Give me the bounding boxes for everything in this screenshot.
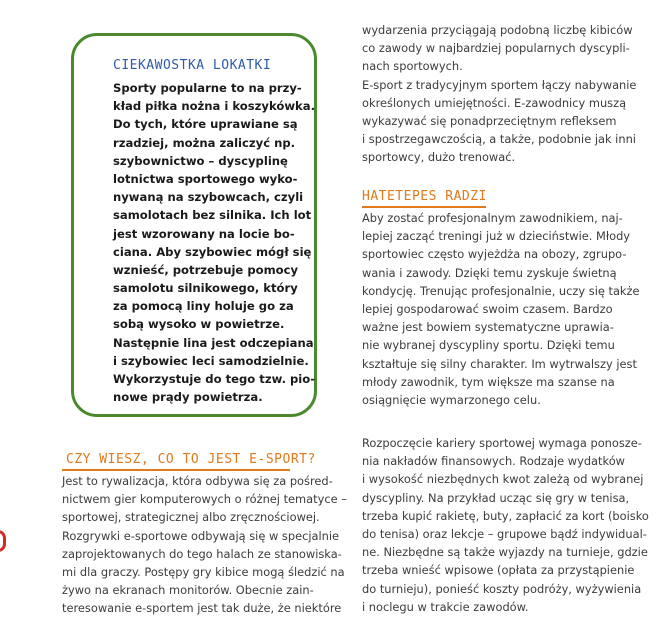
text-line: kondycję. Trenując profesjonalnie, uczy się także [362,283,640,298]
advice-heading-underline [362,206,486,208]
text-line: ne. Niezbędne są także wyjazdy na turnieje, gdzie [362,545,648,560]
text-line: sportowcy, dużo trenować. [362,150,516,165]
text-line: i noclegu w trakcie zawodów. [362,599,529,614]
text-line: młody zawodnik, tym większe ma szanse na [362,374,615,389]
text-line: Rozgrywki e-sportowe odbywają się w specjalnie [62,528,340,543]
text-line: nowe prądy powietrza. [113,390,263,405]
text-line: żywo na ekranach monitorów. Obecnie zain- [62,583,314,598]
advice-heading: HATETEPES RADZI [362,189,487,204]
text-line: szybownictwo – dyscyplinę [113,153,288,168]
text-line: samolotu silnikowego, który [113,281,298,296]
text-line: Następnie lina jest odczepiana [113,335,314,350]
trivia-title: CIEKAWOSTKA LOKATKI [113,58,272,73]
text-line: lepiej zacząć treningi już w dzieciństwie. Młody [362,229,631,244]
esport-text [62,472,352,618]
text-line: Sporty popularne to na przy- [113,81,302,95]
text-line: Rozpoczęcie kariery sportowej wymaga ponosze- [362,436,642,450]
text-line: trzeba kupić rakietę, buty, zapłacić za kort (boisko [362,508,649,523]
text-line: Jest to rywalizacja, która odbywa się za pośred- [62,474,333,488]
text-line: do tenisa) oraz lekcje – grupowe bądź indywidual- [362,526,647,541]
esport-text-continued [362,21,652,167]
text-line: Aby zostać profesjonalnym zawodnikiem, naj- [362,211,623,225]
text-line: sportowej, strategicznej albo zręcznościowej. [62,510,320,525]
costs-text [362,434,652,616]
text-line: E-sport z tradycyjnym sportem łączy nabywanie [362,77,637,92]
text-line: kształtuje się silny charakter. Im wytrwalszy jest [362,356,637,371]
text-line: i wysokość niezbędnych kwot zależą od wybranej [362,472,644,487]
text-line: nia nakładów finansowych. Rodzaje wydatków [362,454,625,469]
text-line: nie wybranej dyscypliny sportu. Dzięki temu [362,338,615,353]
text-line: nictwem gier komputerowych o różnej tematyce – [62,492,347,507]
text-line: rzadziej, można zaliczyć np. [113,135,296,150]
text-line: i szybowiec leci samodzielnie. [113,353,309,368]
text-line: jest wzorowany na locie bo- [113,226,295,241]
text-line: nach sportowych. [362,59,463,74]
advice-text [362,209,652,409]
text-line: trzeba wnieść wpisowe (opłata za przystąpienie [362,563,635,578]
page-edge-mark [0,530,6,552]
text-line: dyscypliny. Na przykład ucząc się gry w tenisa, [362,490,630,505]
text-line: zaprojektowanych do tego halach ze stanowiska- [62,546,342,561]
text-line: Wykorzystuje do tego tzw. pio- [113,372,316,386]
esport-heading-underline [62,469,290,471]
text-line: do turnieju), ponieść koszty podróży, wyżywienia [362,581,642,596]
text-line: wznieść, potrzebuje pomocy [113,262,299,277]
text-line: samolotach bez silnika. Ich lot [113,208,312,223]
text-line: nywaną na szybowcach, czyli [113,190,304,205]
text-line: wykazywać się ponadprzeciętnym refleksem [362,113,617,128]
text-line: ważne jest bowiem systematyczne uprawia- [362,320,614,335]
text-line: co zawody w najbardziej popularnych dyscypli- [362,41,630,56]
text-line: wania i zawody. Dzięki temu zyskuje świetną [362,265,617,280]
text-line: lotnictwa sportowego wyko- [113,171,298,186]
text-line: sobą wysoko w powietrze. [113,317,285,332]
text-line: określonych umiejętności. E-zawodnicy muszą [362,95,627,110]
text-line: i spostrzegawczością, a także, podobnie jak inni [362,132,636,147]
text-line: za pomocą liny holuje go za [113,299,294,314]
text-line: Do tych, które uprawiane są [113,117,298,132]
esport-heading: CZY WIESZ, CO TO JEST E-SPORT? [66,452,316,467]
text-line: sportowiec często wyjeżdża na obozy, zgrupo- [362,247,627,262]
text-line: lepiej gospodarować swoim czasem. Bardzo [362,301,613,316]
trivia-text [113,79,316,406]
text-line: wydarzenia przyciągają podobną liczbę kibiców [362,23,633,37]
text-line: osiągnięcie wymarzonego celu. [362,392,541,407]
text-line: kład piłka nożna i koszykówka. [113,99,315,114]
text-line: ciana. Aby szybowiec mógł się [113,244,312,259]
text-line: teresowanie e-sportem jest tak duże, że niektóre [62,601,342,616]
text-line: mi dla graczy. Postępy gry kibice mogą śledzić na [62,564,345,579]
